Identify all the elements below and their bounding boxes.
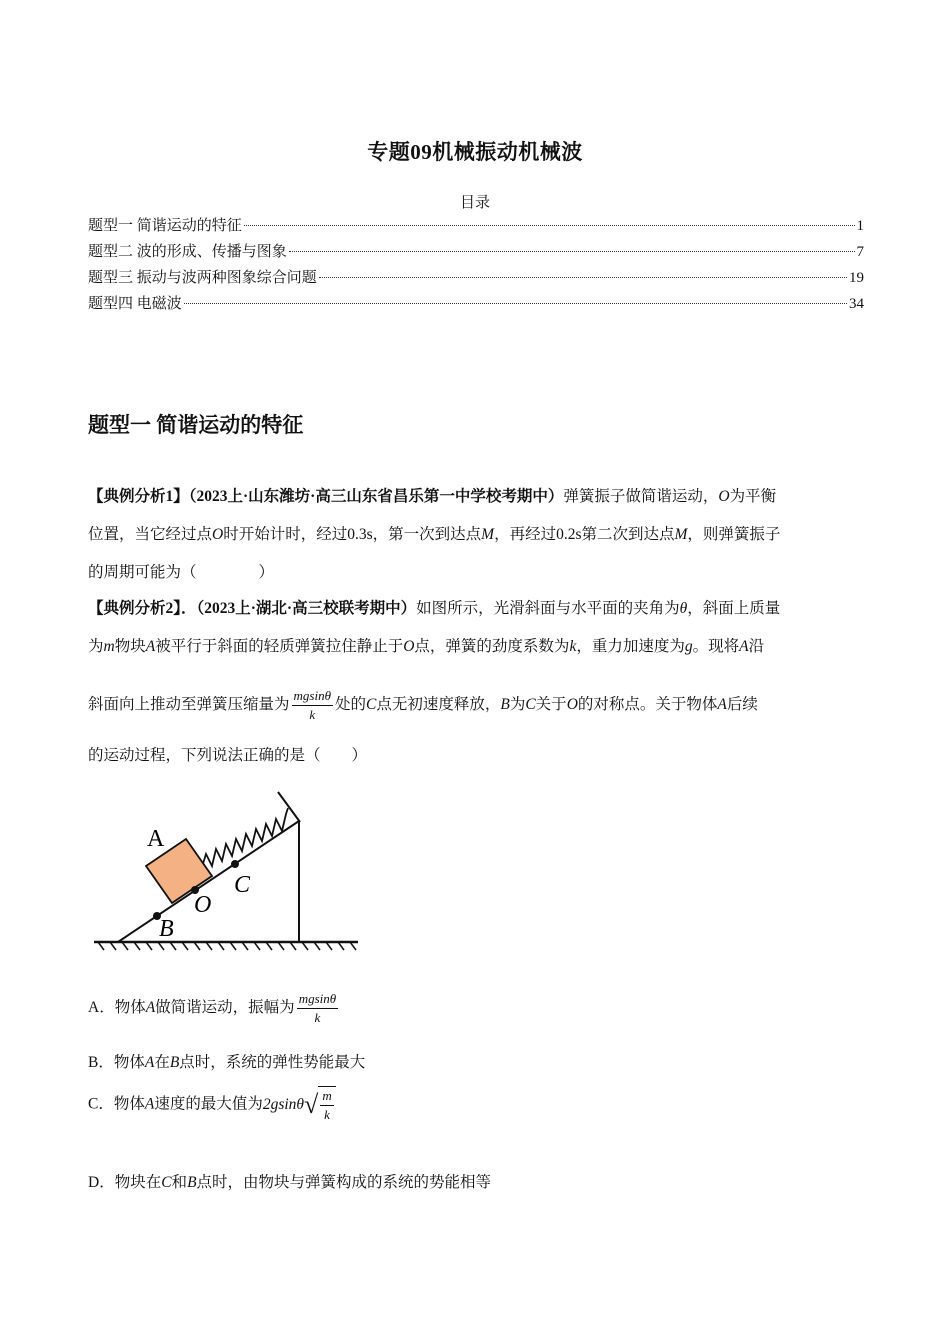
example-2-paragraph (88, 590, 862, 666)
text: ，斜面上质量 (687, 600, 781, 617)
text: 为 (509, 696, 526, 713)
toc-leader (244, 225, 855, 226)
var-A: A (739, 638, 749, 655)
fraction (320, 1087, 333, 1124)
var-M: M (674, 526, 688, 543)
toc-leader (184, 303, 847, 304)
var-A: A (145, 999, 156, 1017)
toc-leader (319, 277, 847, 278)
text: 时开始计时，经过0.3s，第一次到达点 (223, 526, 482, 543)
text: 的对称点。关于物体 (577, 696, 718, 713)
var-g: g (684, 638, 693, 655)
var-B: B (500, 696, 510, 713)
label-A: A (147, 826, 165, 852)
radicand (318, 1086, 335, 1124)
toc-entry-page: 7 (856, 244, 864, 260)
text: ，再经过0.2s第二次到达点 (494, 526, 675, 543)
example-2-question (88, 737, 862, 775)
example-1-paragraph (88, 478, 862, 592)
var-k: k (569, 638, 577, 655)
toc-entry-page: 34 (849, 296, 864, 312)
text: ，则弹簧振子 (687, 526, 781, 543)
example-label: 【典例分析1】 (88, 488, 189, 505)
toc-entry-label: 题型一 简谐运动的特征 (88, 218, 242, 234)
text: 点时，系统的弹性势能最大 (179, 1054, 366, 1071)
incline-spring-figure (88, 784, 363, 959)
text: 速度的最大值为 (154, 1095, 263, 1113)
var-A: A (145, 638, 156, 655)
fraction-numerator: m (320, 1087, 333, 1106)
text: 的运动过程，下列说法正确的是（ ） (88, 747, 368, 764)
label-O: O (194, 892, 212, 918)
var-A: A (144, 1054, 155, 1071)
text: 点时，由物块与弹簧构成的系统的势能相等 (196, 1174, 492, 1191)
fraction-numerator: mgsinθ (292, 687, 333, 706)
example-source: （2023上·山东潍坊·高三山东省昌乐第一中学校考期中） (188, 488, 564, 505)
var-theta: θ (679, 600, 688, 617)
text: 如图所示，光滑斜面与水平面的夹角为 (416, 600, 680, 617)
example-label: 【典例分析2】． (88, 600, 197, 617)
text: 弹簧振子做简谐运动， (563, 488, 719, 505)
fraction-denominator: k (324, 1107, 330, 1122)
text: C．物体 (88, 1095, 145, 1113)
toc-leader (289, 251, 855, 252)
var-C: C (525, 696, 536, 713)
var-A: A (717, 696, 727, 713)
option-D[interactable] (88, 1170, 491, 1192)
coefficient: 2gsinθ (262, 1096, 305, 1113)
toc-entry[interactable] (88, 214, 864, 240)
document-title: 专题09机械振动机械波 (367, 140, 583, 164)
toc-entry[interactable] (88, 292, 864, 318)
toc-entry-page: 1 (856, 218, 864, 234)
text: B．物体 (88, 1054, 145, 1071)
var-O: O (403, 638, 415, 655)
var-B: B (187, 1174, 197, 1191)
fraction-denominator: k (314, 1010, 321, 1025)
fraction-numerator: mgsinθ (297, 990, 338, 1009)
text: 做简谐运动，振幅为 (155, 999, 295, 1017)
var-O: O (718, 488, 730, 505)
example-2-paragraph-cont (88, 680, 862, 730)
toc-entry[interactable] (88, 240, 864, 266)
text: D．物块在 (88, 1174, 162, 1191)
label-C: C (234, 872, 251, 898)
text: 在 (154, 1054, 170, 1071)
text: 被平行于斜面的轻质弹簧拉住静止于 (155, 638, 404, 655)
var-M: M (481, 526, 495, 543)
table-of-contents (88, 214, 864, 318)
spring-anchor (278, 792, 300, 822)
var-B: B (169, 1054, 180, 1071)
toc-entry-page: 19 (849, 270, 864, 286)
text: 的周期可能为（ ） (88, 564, 275, 581)
var-C: C (365, 696, 377, 713)
text: 沿 (748, 638, 765, 655)
text: 斜面向上推动至弹簧压缩量为 (88, 696, 290, 713)
example-source: （2023上·湖北·高三校联考期中） (196, 600, 417, 617)
text: 处的 (334, 696, 366, 713)
toc-entry-label: 题型四 电磁波 (88, 296, 182, 312)
text: 位置，当它经过点 (88, 526, 213, 543)
text: 。现将 (692, 638, 740, 655)
var-m: m (103, 638, 115, 655)
text: 和 (171, 1174, 188, 1191)
fraction-denominator: k (309, 706, 316, 722)
text: 为 (88, 638, 104, 655)
text: A．物体 (88, 999, 146, 1017)
incline-surface (118, 821, 299, 942)
text: 后续 (726, 696, 758, 713)
incline-diagram (88, 784, 363, 954)
var-C: C (161, 1174, 172, 1191)
fraction (292, 687, 333, 724)
text: 点无初速度释放， (376, 696, 501, 713)
option-B[interactable] (88, 1050, 365, 1072)
option-C[interactable] (88, 1086, 336, 1124)
option-A[interactable] (88, 990, 340, 1027)
toc-title: 目录 (459, 195, 490, 211)
var-O: O (566, 696, 578, 713)
var-A: A (144, 1095, 155, 1113)
text: 物块 (114, 638, 146, 655)
square-root (304, 1086, 336, 1124)
text: 点，弹簧的劲度系数为 (414, 638, 570, 655)
fraction (297, 990, 338, 1027)
label-B: B (159, 916, 174, 942)
section-heading: 题型一 简谐运动的特征 (88, 413, 304, 437)
radical-sign-icon: √ (304, 1090, 319, 1119)
text: ，重力加速度为 (576, 638, 685, 655)
point-C (231, 860, 239, 868)
toc-entry[interactable] (88, 266, 864, 292)
text: 关于 (535, 696, 567, 713)
toc-entry-label: 题型二 波的形成、传播与图象 (88, 244, 287, 260)
toc-entry-label: 题型三 振动与波两种图象综合问题 (88, 270, 317, 286)
text: 为平衡 (729, 488, 777, 505)
var-O: O (212, 526, 224, 543)
